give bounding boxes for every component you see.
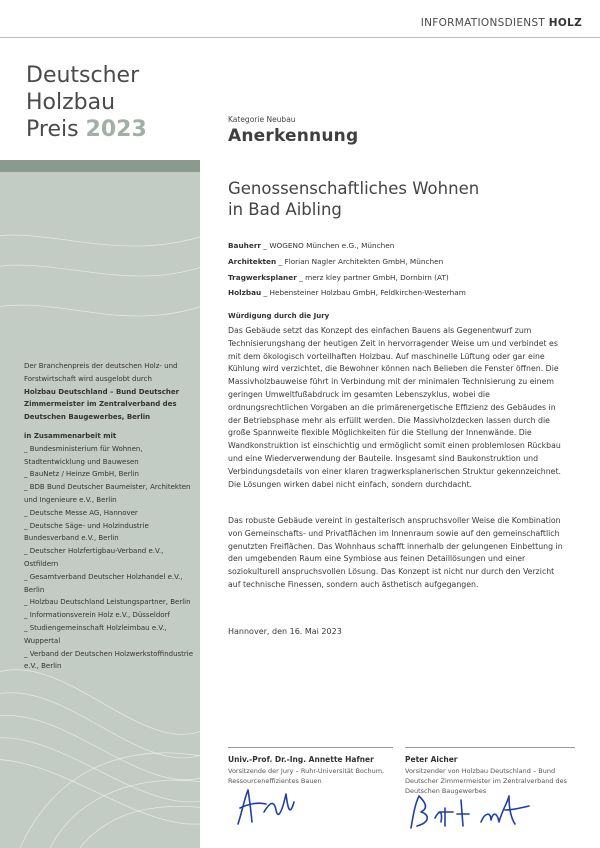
- partner-item: _ BDB Bund Deutscher Baumeister, Architekten und Ingenieure e.V., Berlin: [24, 483, 191, 504]
- partner-item: _ Bundesministerium für Wohnen, Stadtentwicklung und Bauwesen: [24, 444, 143, 466]
- partner-item: _ Holzbau Deutschland Leistungspartner, Berlin: [24, 598, 191, 607]
- project-title: [228, 178, 568, 220]
- award-title: Anerkennung: [228, 126, 359, 146]
- role-label: Bauherr: [228, 241, 262, 250]
- role-label: Tragwerksplaner: [228, 272, 297, 282]
- award-category: Kategorie Neubau: [228, 115, 296, 124]
- partner-item: _ Deutsche Messe AG, Hannover: [24, 508, 138, 517]
- role-value: _ merz kley partner GmbH, Dornbirn (AT): [296, 272, 449, 282]
- organizer: Holzbau Deutschland – Bund Deutscher Zimmermeister im Zentralverband des Deutschen Baugewerbes, Berlin: [24, 387, 180, 422]
- signature-rule-right: [405, 747, 575, 748]
- partner-item: _ Deutsche Säge- und Holzindustrie Bundesverband e.V., Berlin: [24, 521, 149, 543]
- role-label: Architekten: [228, 256, 277, 266]
- role-row: [228, 285, 568, 301]
- prize-title-line3: Preis 2023: [26, 117, 147, 142]
- partner-item: _ Verband der Deutschen Holzwerkstoffindustrie e.V., Berlin: [24, 649, 194, 671]
- place-date: Hannover, den 16. Mai 2023: [228, 627, 342, 636]
- sidebar-intro: Der Branchenpreis der deutschen Holz- und Forstwirtschaft wird ausgelobt durch: [24, 362, 178, 383]
- prize-title: [26, 62, 147, 143]
- jury-heading: Würdigung durch die Jury: [228, 312, 330, 320]
- prize-title-line2: Holzbau: [26, 90, 116, 115]
- project-title-line1: Genossenschaftliches Wohnen: [228, 179, 480, 198]
- partner-item: _ Gesamtverband Deutscher Holzhandel e.V., Berlin: [24, 572, 183, 594]
- publisher-label: INFORMATIONSDIENST HOLZ: [420, 17, 582, 29]
- jury-paragraph-2: Das robuste Gebäude vereint in gestalterisch anspruchsvoller Weise die Kombination von Gemeinschafts- und Privatflächen im Innenraum sowie auf den gemeinschaftlich genutzten Freiflächen. Das Wohnhaus schafft innerhalb der gelungenen Einbettung in den umgebenden Raum eine Symbiose aus feinen Detaillösungen und einer soziokulturell anspruchsvollen Lösung. Das Konzept ist nicht nur durch den Verzicht auf technische Finessen, sondern auch ästhetisch aufgegangen.: [228, 516, 563, 589]
- signature-rule-left: [228, 747, 393, 748]
- role-value: _ Florian Nagler Architekten GmbH, München: [276, 256, 444, 266]
- signatory-role-right: Vorsitzender von Holzbau Deutschland – Bund Deutscher Zimmermeister im Zentralverband des Deutschen Baugewerbes: [405, 767, 568, 795]
- partners-heading: in Zusammenarbeit mit: [24, 431, 117, 440]
- role-row: [228, 254, 568, 270]
- partner-item: _ Studiengemeinschaft Holzleimbau e.V., Wuppertal: [24, 623, 167, 645]
- signatory-name-right: Peter Aicher: [405, 755, 458, 764]
- project-roles: [228, 238, 568, 301]
- prize-year: 2023: [85, 117, 147, 142]
- jury-paragraph-1: Das Gebäude setzt das Konzept des einfachen Bauens als Gegenentwurf zum Technisierungshang der heutigen Zeit in hervorragender Weise um und verbindet es mit dem ökologisch vorteilhaften Holzbau. Auf maschinelle Lüftung oder gar eine Kühlung wird verzichtet, die Bewohner können nach Belieben die Fenster öffnen. Die Massivholzbauweise führt in Verbindung mit der minimalen Technisierung zu einem geringen Umweltfußabdruck im gesamten Lebenszyklus, wobei die ordnungsrechtlichen Vorgaben an die primärenergetische Effizienz des Gebäudes in der Betriebsphase mehr als erfüllt werden. Die Massivholzdecken lassen durch die große Spannweite flexible Möglichkeiten für die Stellung der Innenwände. Die Wandkonstruktion ist einschichtig und ermöglicht somit einen problemlosen Rückbau und eine Wiederverwendung der Bauteile. Insgesamt sind Baukonstruktion und Verbindungsdetails von einer klaren tragwerksplanerischen Struktur gekennzeichnet. Die Lösungen wirken dabei nicht einfach, sondern durchdacht.: [228, 326, 562, 489]
- sidebar-panel: [0, 160, 200, 848]
- role-value: _ WOGENO München e.G., München: [261, 241, 395, 250]
- partner-item: _ Deutscher Holzfertigbau-Verband e.V., Ostfildern: [24, 547, 164, 568]
- partner-item: _ BauNetz / Heinze GmbH, Berlin: [24, 470, 139, 479]
- signatory-name-left: Univ.-Prof. Dr.-Ing. Annette Hafner: [228, 755, 374, 764]
- signature-aicher: [405, 788, 535, 836]
- signature-hafner: [228, 782, 308, 832]
- role-row: [228, 238, 568, 254]
- role-value: _ Hebensteiner Holzbau GmbH, Feldkirchen-Westerham: [261, 288, 466, 298]
- partner-item: _ Informationsverein Holz e.V., Düsseldorf: [24, 611, 170, 620]
- signatory-role-left: Vorsitzende der Jury – Ruhr-Universität Bochum, Ressourceneffizientes Bauen: [228, 767, 385, 785]
- role-row: [228, 270, 568, 286]
- sidebar-text: [24, 360, 194, 673]
- role-label: Holzbau: [228, 288, 262, 298]
- prize-title-line1: Deutscher: [26, 63, 140, 88]
- header-divider: [0, 37, 600, 38]
- project-title-line2: in Bad Aibling: [228, 200, 342, 219]
